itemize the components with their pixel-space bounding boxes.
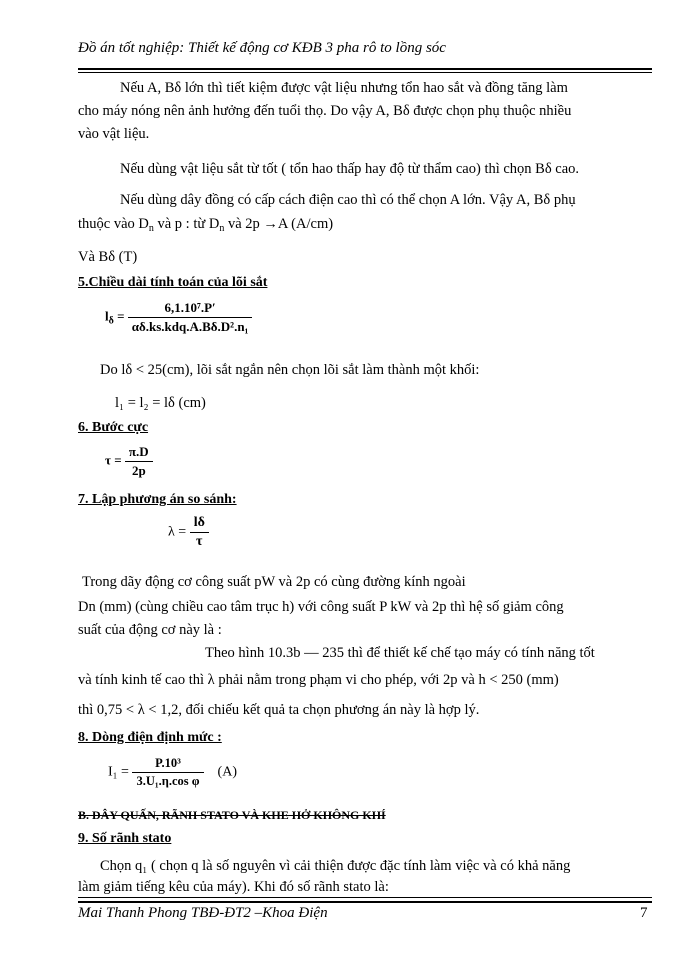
f6-numerator: π.D — [125, 444, 153, 462]
page-number: 7 — [640, 905, 648, 921]
f8-lhs: I₁ = — [108, 764, 129, 780]
header-title: Đồ án tốt nghiệp: Thiết kế động cơ KĐB 3 pha rô to lồng sóc — [78, 40, 446, 56]
f5-lhs: l — [105, 308, 109, 324]
paragraph-3-line-1: Nếu dùng dây đồng có cấp cách điện cao thì có thể chọn A lớn. Vậy A, Bδ phụ — [120, 192, 576, 208]
f7-fraction — [190, 515, 209, 550]
formula-pole-pitch: τ = $\frac{\pi.D}{2p}$ — [105, 444, 153, 479]
f7-lhs: λ — [168, 524, 175, 540]
p3-text-b: và p : từ D — [153, 216, 220, 232]
f6-lhs: τ — [105, 452, 111, 468]
paragraph-8-line-3: thì 0,75 < λ < 1,2, đối chiếu kết quả ta chọn phương án này là hợp lý. — [78, 702, 480, 718]
f5-lhs-sub: δ — [108, 315, 114, 327]
f6-denominator: 2p — [131, 463, 146, 478]
paragraph-6: l₁ = l₂ = lδ (cm) — [115, 395, 206, 411]
paragraph-9-line-2: làm giảm tiếng kêu của máy). Khi đó số rãnh stato là: — [78, 879, 389, 895]
p3-sub-n2: n — [219, 223, 225, 234]
f5-fraction — [128, 300, 253, 335]
paragraph-8-line-2: và tính kinh tế cao thì λ phải nằm trong phạm vi cho phép, với 2p và h < 250 (mm) — [78, 672, 559, 688]
f6-fraction — [125, 444, 153, 479]
footer-rule — [78, 901, 652, 903]
p3-text-a: thuộc vào D — [78, 216, 149, 232]
heading-7: 7. Lập phương án so sánh: — [78, 492, 237, 507]
formula-lambda: λ = $\frac{l\delta}{\tau}$ — [168, 515, 209, 550]
f5-numerator: 6,1.10⁷.P′ — [128, 300, 253, 318]
heading-5: 5.Chiều dài tính toán của lõi sắt — [78, 275, 268, 290]
formula-rated-current — [108, 756, 237, 789]
paragraph-9-line-1: Chọn q₁ ( chọn q là số nguyên vì cải thiện được đặc tính làm việc và có khả năng — [100, 858, 571, 874]
f8-fraction — [132, 756, 203, 789]
paragraph-4: Và Bδ (T) — [78, 249, 138, 265]
f7-denominator: τ — [196, 534, 203, 549]
heading-8: 8. Dòng điện định mức : — [78, 730, 222, 745]
f5-denominator: αδ.ks.kdq.A.Bδ.D².n₁ — [131, 319, 249, 334]
p3-text-c: và 2p →A (A/cm) — [224, 216, 334, 232]
paragraph-1-line-2: cho máy nóng nên ảnh hưởng đến tuổi thọ. Do vậy A, Bδ được chọn phụ thuộc nhiều — [78, 103, 572, 119]
paragraph-7-line-1: Trong dãy động cơ công suất pW và 2p có cùng đường kính ngoài — [82, 574, 466, 590]
paragraph-7-line-2: Dn (mm) (cùng chiều cao tâm trục h) với công suất P kW và 2p thì hệ số giảm công — [78, 599, 564, 615]
paragraph-8-line-1: Theo hình 10.3b — 235 thì để thiết kế chế tạo máy có tính năng tốt — [205, 645, 595, 661]
paragraph-1-line-1: Nếu A, Bδ lớn thì tiết kiệm được vật liệu nhưng tổn hao sắt và đồng tăng làm — [120, 80, 568, 96]
formula-core-length: $l_\delta$ = $\frac{\text{6,1.10⁷.P′}}{\text{αδ.ks.kdq.A.Bδ.D².n₁}}$ — [105, 300, 252, 335]
f8-numerator: P.10³ — [132, 756, 203, 773]
header-rule-thin — [78, 72, 652, 73]
heading-6: 6. Bước cực — [78, 420, 149, 435]
f7-numerator: lδ — [190, 515, 209, 533]
heading-section-b: B. DÂY QUẤN, RÃNH STATO VÀ KHE HỞ KHÔNG KHÍ — [78, 808, 386, 822]
p3-sub-n: n — [148, 223, 154, 234]
header-rule — [78, 68, 652, 70]
paragraph-2: Nếu dùng vật liệu sắt từ tốt ( tổn hao thấp hay độ từ thẩm cao) thì chọn Bδ cao. — [120, 161, 580, 177]
paragraph-5: Do lδ < 25(cm), lõi sắt ngắn nên chọn lõi sắt làm thành một khối: — [100, 362, 480, 378]
f8-unit: (A) — [217, 764, 237, 780]
paragraph-7-line-3: suất của động cơ này là : — [78, 622, 222, 638]
heading-9: 9. Số rãnh stato — [78, 831, 172, 846]
paragraph-1-line-3: vào vật liệu. — [78, 126, 150, 142]
f8-denominator: 3.U₁.η.cos φ — [136, 774, 200, 788]
footer-rule-thin — [78, 897, 652, 898]
footer-author: Mai Thanh Phong TBĐ-ĐT2 –Khoa Điện — [78, 905, 328, 921]
paragraph-3-line-2 — [78, 214, 333, 239]
